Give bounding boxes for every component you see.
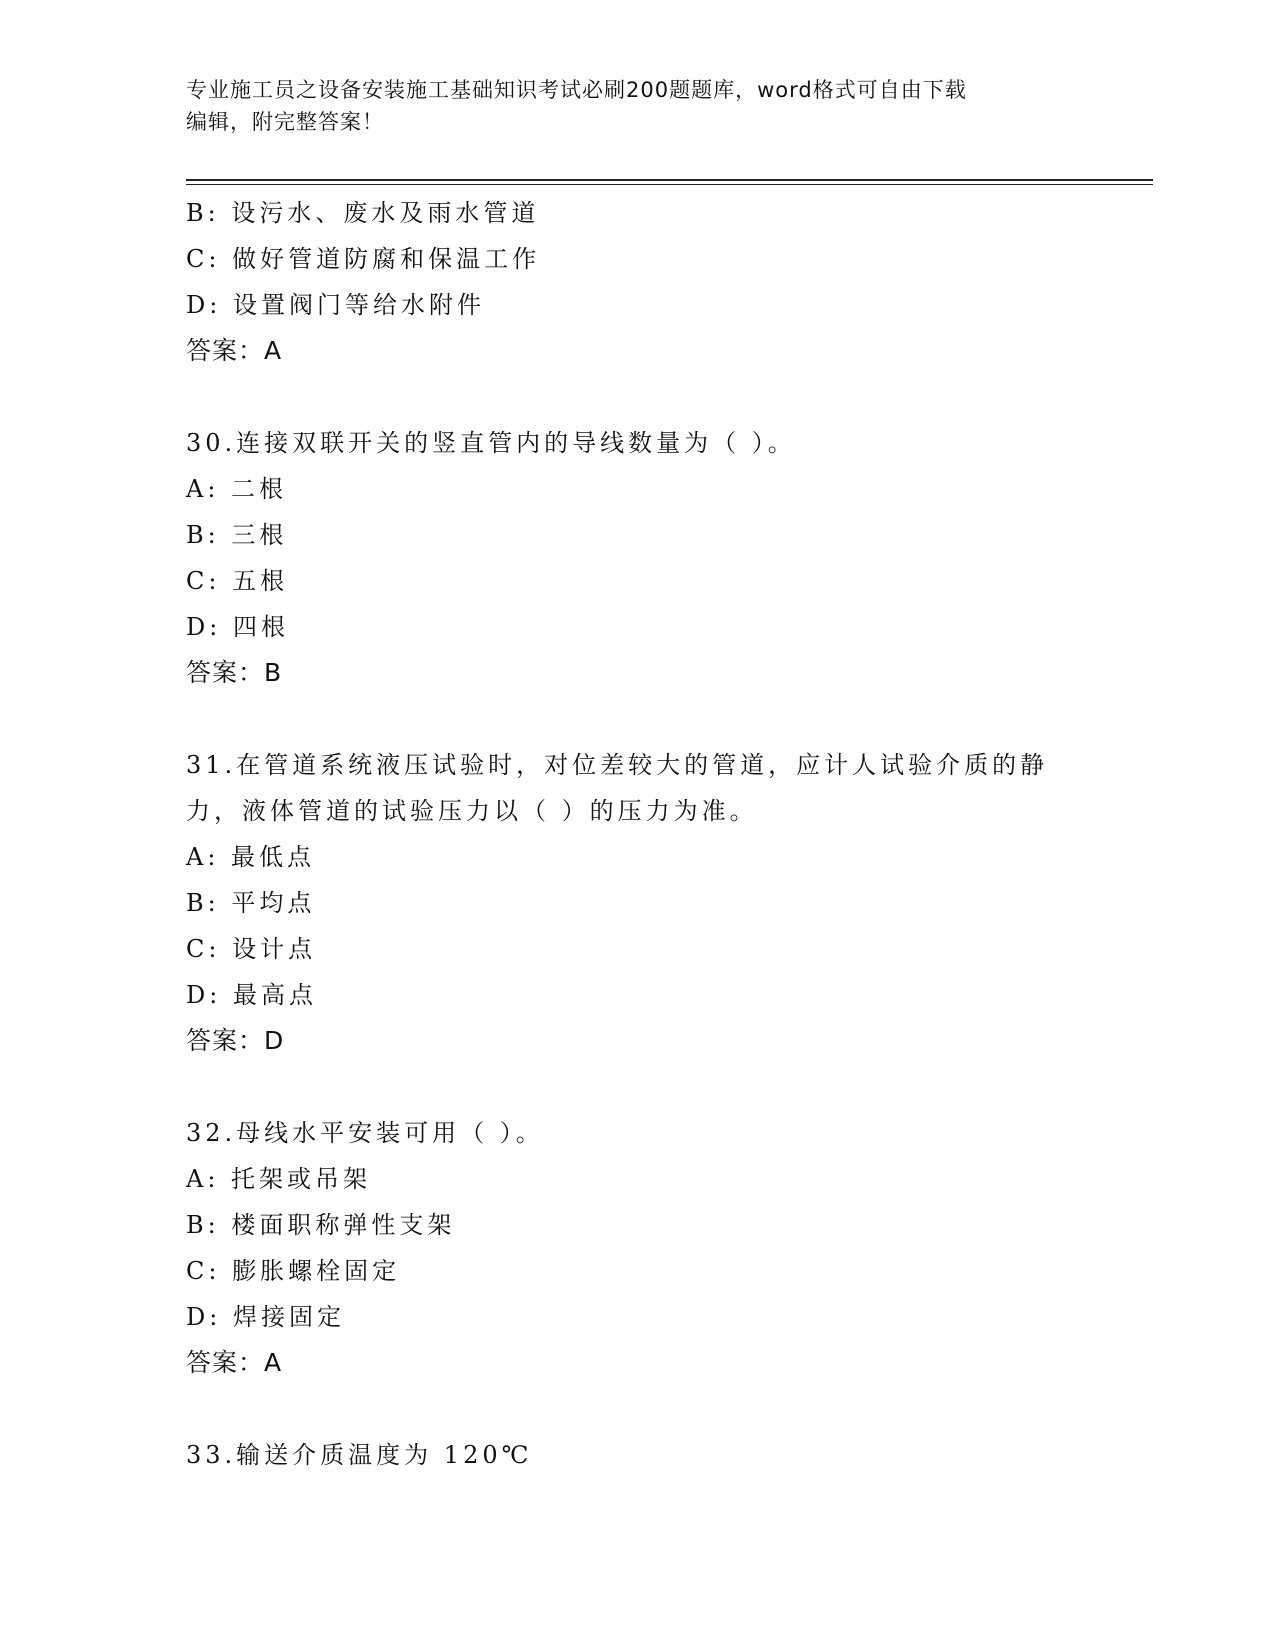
option-c: C: 五根: [186, 567, 289, 595]
question-text: 30.连接双联开关的竖直管内的导线数量为（ ）。: [186, 429, 796, 457]
header-divider-thin: [186, 184, 1153, 185]
question-block-previous: [186, 190, 1086, 374]
answer-line: 答案：A: [186, 1348, 283, 1377]
question-text-line-1: 31.在管道系统液压试验时，对位差较大的管道，应计人试验介质的静: [186, 751, 1049, 779]
option-a: A: 二根: [186, 475, 288, 503]
question-block-33: [186, 1432, 1086, 1478]
answer-line: 答案：A: [186, 336, 283, 365]
option-b: B: 楼面职称弹性支架: [186, 1211, 456, 1239]
option-b: B: 设污水、废水及雨水管道: [186, 199, 540, 227]
option-a: A: 托架或吊架: [186, 1165, 372, 1193]
option-b: B: 三根: [186, 521, 288, 549]
option-d: D: 最高点: [186, 981, 317, 1009]
header-line-2: 编辑，附完整答案！: [186, 110, 384, 134]
question-text: 33.输送介质温度为 120℃: [186, 1441, 533, 1469]
option-c: C: 膨胀螺栓固定: [186, 1257, 401, 1285]
document-body: [186, 190, 1086, 1478]
option-a: A: 最低点: [186, 843, 316, 871]
answer-line: 答案：D: [186, 1026, 285, 1055]
option-d: D: 设置阀门等给水附件: [186, 291, 485, 319]
question-text: 32.母线水平安装可用（ ）。: [186, 1119, 544, 1147]
page-header: [186, 74, 1086, 138]
header-divider-thick: [186, 179, 1153, 181]
answer-line: 答案：B: [186, 658, 283, 687]
question-text-line-2: 力，液体管道的试验压力以（ ）的压力为准。: [186, 797, 758, 825]
option-c: C: 设计点: [186, 935, 317, 963]
option-c: C: 做好管道防腐和保温工作: [186, 245, 541, 273]
header-line-1: 专业施工员之设备安装施工基础知识考试必刷200题题库，word格式可自由下载: [186, 78, 967, 102]
option-b: B: 平均点: [186, 889, 316, 917]
question-block-32: [186, 1110, 1086, 1386]
question-block-31: [186, 742, 1086, 1064]
option-d: D: 焊接固定: [186, 1303, 345, 1331]
question-block-30: [186, 420, 1086, 696]
option-d: D: 四根: [186, 613, 289, 641]
